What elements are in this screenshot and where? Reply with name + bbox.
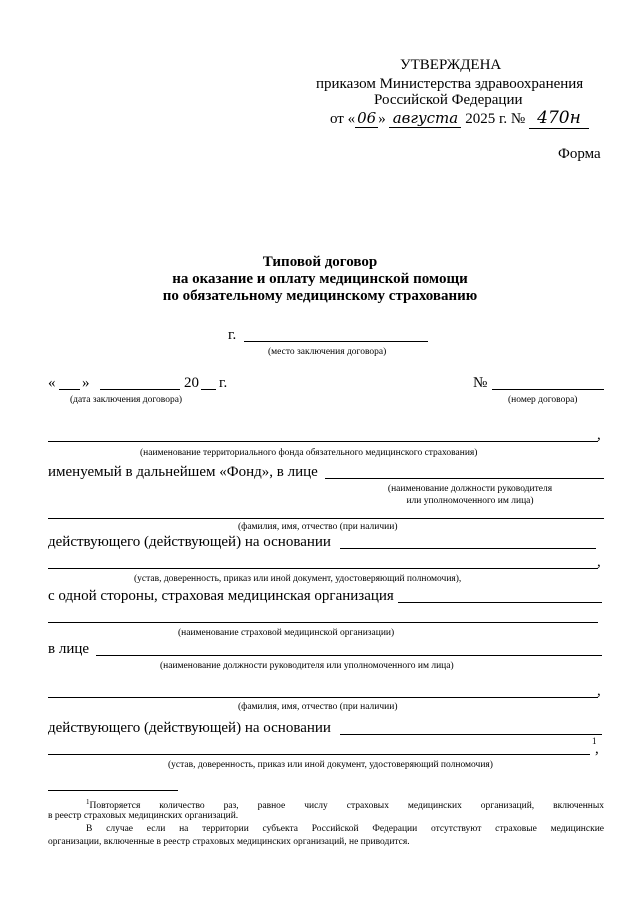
fund-position-caption-1: (наименование должности руководителя [387,484,553,494]
fund-position-line [325,478,604,479]
footnote-text-1b: в реестр страховых медицинских организаций. [48,811,239,821]
comma: , [597,427,601,443]
approval-ministry: приказом Министерства здравоохранения [316,76,584,92]
comma: , [597,554,601,570]
insurer-position-line [96,655,602,656]
insurer-side-line [398,602,602,603]
contract-title-line3: по обязательному медицинскому страхованию [162,288,478,304]
insurer-fio-caption: (фамилия, имя, отчество (при наличии) [238,702,398,712]
insurer-basis-line [340,734,602,735]
place-prefix: г. [228,327,237,343]
fund-basis-line [340,548,596,549]
fund-name-line [48,441,598,442]
approval-title: УТВЕРЖДЕНА [400,57,502,73]
date-year-line [201,389,216,390]
number-sign: № [473,375,488,391]
fund-named-text: именуемый в дальнейшем «Фонд», в лице [48,464,318,480]
number-line [492,389,604,390]
approval-date-prefix: от « [330,111,356,127]
footnote-text-2b: организации, включенные в реестр страховых медицинских организаций, не приводится. [48,837,410,847]
fund-document-line [48,568,598,569]
insurer-position-caption: (наименование должности руководителя или уполномоченного им лица) [160,661,454,671]
in-person-text: в лице [48,641,90,657]
approval-date-line [330,108,589,129]
fund-caption: (наименование территориального фонда обязательного медицинского страхования) [140,448,478,458]
approval-date-mid: » [378,111,386,127]
date-close: » [82,375,90,391]
form-label: Форма [558,146,601,162]
date-day-line [59,389,80,390]
number-caption: (номер договора) [508,395,578,405]
insurer-acting-basis: действующего (действующей) на основании [48,720,331,736]
insurer-side-text: с одной стороны, страховая медицинская организация [48,588,394,604]
approval-day: 06 [357,109,377,127]
approval-month: августа [389,109,461,128]
contract-title-line2: на оказание и оплату медицинской помощи [172,271,468,287]
insurer-caption: (наименование страховой медицинской организации) [178,628,395,638]
footnote-text-1 [48,798,604,811]
approval-federation: Российской Федерации [374,92,523,108]
footnote-ref: 1 [592,736,597,746]
fund-fio-line [48,518,604,519]
contract-title-line1: Типовой договор [262,254,378,270]
date-month-line [100,389,180,390]
fund-fio-caption: (фамилия, имя, отчество (при наличии) [238,522,398,532]
fund-acting-basis: действующего (действующей) на основании [48,534,331,550]
approval-number: 470н [529,108,589,129]
place-caption: (место заключения договора) [268,347,387,357]
fund-document-caption: (устав, доверенность, приказ или иной документ, удостоверяющий полномочия), [134,574,462,584]
comma: , [597,683,601,699]
insurer-fio-line [48,697,598,698]
footnote-separator [48,790,178,791]
date-open: « [48,375,56,391]
footnote-text-1a: Повторяется количество раз, равное числу страховых медицинских организаций, включенных [89,801,604,812]
date-caption: (дата заключения договора) [70,395,183,405]
date-year-suffix: г. [219,375,228,391]
comma: , [595,741,599,757]
insurer-document-caption: (устав, доверенность, приказ или иной документ, удостоверяющий полномочия) [168,760,493,770]
place-line [244,341,428,342]
insurer-name-line [48,622,598,623]
approval-year-text: 2025 г. № [465,111,526,127]
footnote-text-2: В случае если на территории субъекта Российской Федерации отсутствуют страховые медицинские [86,824,604,834]
date-year-prefix: 20 [184,375,199,391]
footnote-mark: 1 [86,798,90,806]
insurer-document-line [48,754,590,755]
fund-position-caption-2: или уполномоченного им лица) [406,496,534,506]
